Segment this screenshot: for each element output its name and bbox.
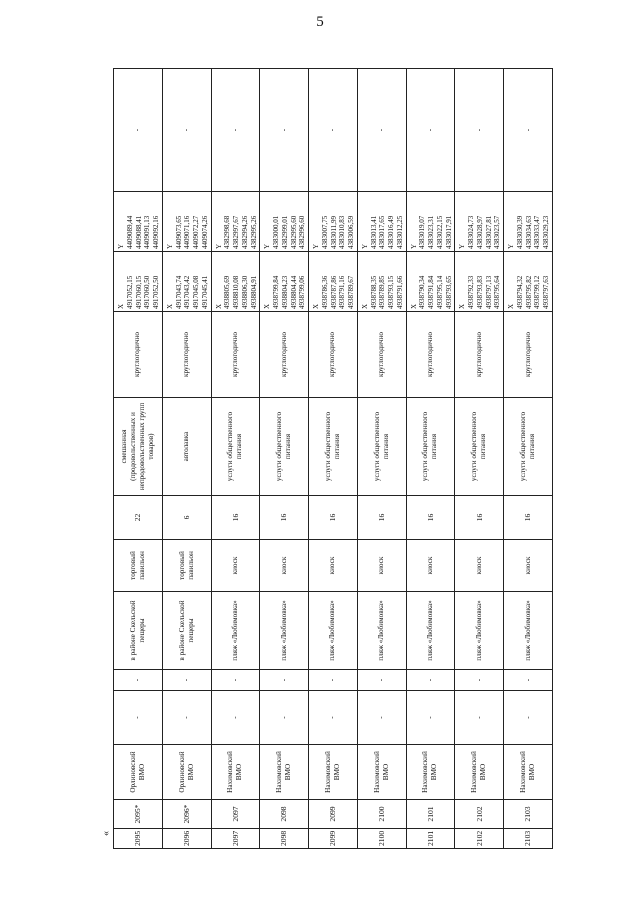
empty-column-cell: - bbox=[162, 670, 211, 691]
y-coordinates-cell: Y 4409073,65 4409071,16 4409072,27 4409074,26 bbox=[162, 192, 211, 252]
table-row bbox=[162, 69, 211, 849]
district-cell: Орлиновский ВМО bbox=[114, 745, 163, 800]
object-id-cell: 2101 bbox=[406, 800, 455, 829]
rotated-table-container bbox=[113, 69, 553, 849]
table-row bbox=[309, 69, 358, 849]
location-cell: пляж «Любимовка» bbox=[406, 592, 455, 670]
row-number-cell: 2096 bbox=[162, 829, 211, 849]
specialization-cell: услуги общественного питания bbox=[357, 398, 406, 496]
remarks-cell: - bbox=[504, 69, 553, 192]
x-coordinates-cell: X 4938805,69 4938810,08 4938806,30 4938804,91 bbox=[211, 252, 260, 312]
empty-column-cell: - bbox=[114, 691, 163, 745]
object-type-cell: торговый павильон bbox=[162, 540, 211, 592]
location-cell: пляж «Любимовка» bbox=[504, 592, 553, 670]
period-cell: круглогодично bbox=[455, 312, 504, 398]
remarks-cell: - bbox=[309, 69, 358, 192]
row-number-cell: 2101 bbox=[406, 829, 455, 849]
empty-column-cell: - bbox=[504, 670, 553, 691]
district-cell: Нахимовский ВМО bbox=[504, 745, 553, 800]
x-coordinates-cell: X 4938792,33 4938793,83 4938797,13 4938795,64 bbox=[455, 252, 504, 312]
period-cell: круглогодично bbox=[504, 312, 553, 398]
specialization-cell: автолавка bbox=[162, 398, 211, 496]
empty-column-cell: - bbox=[504, 691, 553, 745]
empty-column-cell: - bbox=[260, 670, 309, 691]
x-coordinates-cell: X 4938788,35 4938789,85 4938793,15 4938791,66 bbox=[357, 252, 406, 312]
specialization-cell: услуги общественного питания bbox=[211, 398, 260, 496]
table-row bbox=[406, 69, 455, 849]
period-cell: круглогодично bbox=[211, 312, 260, 398]
row-number-cell: 2097 bbox=[211, 829, 260, 849]
district-cell: Нахимовский ВМО bbox=[406, 745, 455, 800]
period-cell: круглогодично bbox=[162, 312, 211, 398]
y-coordinates-cell: Y 4383007,75 4383011,99 4383010,83 4383006,59 bbox=[309, 192, 358, 252]
remarks-cell: - bbox=[406, 69, 455, 192]
row-number-cell: 2095 bbox=[114, 829, 163, 849]
period-cell: круглогодично bbox=[114, 312, 163, 398]
period-cell: круглогодично bbox=[309, 312, 358, 398]
x-coordinates-cell: X 4917043,74 4917043,42 4917045,08 4917045,41 bbox=[162, 252, 211, 312]
district-cell: Нахимовский ВМО bbox=[309, 745, 358, 800]
empty-column-cell: - bbox=[357, 691, 406, 745]
specialization-cell: смешанная (продовольственных и непродовольственных групп товаров) bbox=[114, 398, 163, 496]
row-number-cell: 2099 bbox=[309, 829, 358, 849]
period-cell: круглогодично bbox=[406, 312, 455, 398]
x-coordinates-cell: X 4938794,32 4938795,82 4938799,12 4938797,63 bbox=[504, 252, 553, 312]
area-cell: 16 bbox=[455, 496, 504, 540]
period-cell: круглогодично bbox=[260, 312, 309, 398]
area-cell: 6 bbox=[162, 496, 211, 540]
empty-column-cell: - bbox=[260, 691, 309, 745]
object-type-cell: киоск bbox=[406, 540, 455, 592]
area-cell: 16 bbox=[357, 496, 406, 540]
x-coordinates-cell: X 4938786,36 4938787,86 4938791,16 4938789,67 bbox=[309, 252, 358, 312]
area-cell: 16 bbox=[211, 496, 260, 540]
object-id-cell: 2099 bbox=[309, 800, 358, 829]
y-coordinates-cell: Y 4383000,01 4382999,01 4382995,60 4382996,60 bbox=[260, 192, 309, 252]
empty-column-cell: - bbox=[455, 691, 504, 745]
empty-column-cell: - bbox=[309, 670, 358, 691]
object-type-cell: киоск bbox=[211, 540, 260, 592]
y-coordinates-cell: Y 4409089,44 4409088,41 4409091,13 4409092,16 bbox=[114, 192, 163, 252]
side-mark: « bbox=[101, 831, 112, 836]
object-id-cell: 2095* bbox=[114, 800, 163, 829]
empty-column-cell: - bbox=[406, 691, 455, 745]
empty-column-cell: - bbox=[406, 670, 455, 691]
district-cell: Нахимовский ВМО bbox=[357, 745, 406, 800]
empty-column-cell: - bbox=[162, 691, 211, 745]
district-cell: Нахимовский ВМО bbox=[455, 745, 504, 800]
location-cell: пляж «Любимовка» bbox=[357, 592, 406, 670]
y-coordinates-cell: Y 4383030,39 4383034,63 4383033,47 4383029,23 bbox=[504, 192, 553, 252]
placement-table bbox=[113, 68, 553, 849]
location-cell: в районе Скельской пещеры bbox=[162, 592, 211, 670]
object-id-cell: 2100 bbox=[357, 800, 406, 829]
district-cell: Нахимовский ВМО bbox=[260, 745, 309, 800]
empty-column-cell: - bbox=[357, 670, 406, 691]
object-type-cell: киоск bbox=[357, 540, 406, 592]
row-number-cell: 2102 bbox=[455, 829, 504, 849]
y-coordinates-cell: Y 4383013,41 4383017,65 4383016,49 4383012,25 bbox=[357, 192, 406, 252]
area-cell: 16 bbox=[260, 496, 309, 540]
empty-column-cell: - bbox=[211, 691, 260, 745]
object-id-cell: 2102 bbox=[455, 800, 504, 829]
object-id-cell: 2103 bbox=[504, 800, 553, 829]
table-row bbox=[114, 69, 163, 849]
specialization-cell: услуги общественного питания bbox=[406, 398, 455, 496]
object-type-cell: киоск bbox=[504, 540, 553, 592]
page-number: 5 bbox=[316, 14, 324, 30]
object-type-cell: торговый павильон bbox=[114, 540, 163, 592]
specialization-cell: услуги общественного питания bbox=[455, 398, 504, 496]
specialization-cell: услуги общественного питания bbox=[260, 398, 309, 496]
period-cell: круглогодично bbox=[357, 312, 406, 398]
y-coordinates-cell: Y 4382998,68 4382997,67 4382994,26 4382995,26 bbox=[211, 192, 260, 252]
area-cell: 22 bbox=[114, 496, 163, 540]
remarks-cell: - bbox=[211, 69, 260, 192]
area-cell: 16 bbox=[406, 496, 455, 540]
specialization-cell: услуги общественного питания bbox=[309, 398, 358, 496]
row-number-cell: 2098 bbox=[260, 829, 309, 849]
table-row bbox=[211, 69, 260, 849]
location-cell: пляж «Любимовка» bbox=[260, 592, 309, 670]
remarks-cell: - bbox=[455, 69, 504, 192]
empty-column-cell: - bbox=[211, 670, 260, 691]
table-row bbox=[260, 69, 309, 849]
row-number-cell: 2100 bbox=[357, 829, 406, 849]
location-cell: пляж «Любимовка» bbox=[211, 592, 260, 670]
empty-column-cell: - bbox=[114, 670, 163, 691]
table-row bbox=[455, 69, 504, 849]
remarks-cell: - bbox=[162, 69, 211, 192]
table-row bbox=[504, 69, 553, 849]
remarks-cell: - bbox=[357, 69, 406, 192]
object-id-cell: 2097 bbox=[211, 800, 260, 829]
district-cell: Нахимовский ВМО bbox=[211, 745, 260, 800]
table-row bbox=[357, 69, 406, 849]
object-type-cell: киоск bbox=[455, 540, 504, 592]
remarks-cell: - bbox=[114, 69, 163, 192]
area-cell: 16 bbox=[504, 496, 553, 540]
location-cell: пляж «Любимовка» bbox=[309, 592, 358, 670]
y-coordinates-cell: Y 4383024,73 4383028,97 4383027,81 4383023,57 bbox=[455, 192, 504, 252]
remarks-cell: - bbox=[260, 69, 309, 192]
empty-column-cell: - bbox=[309, 691, 358, 745]
object-id-cell: 2098 bbox=[260, 800, 309, 829]
empty-column-cell: - bbox=[455, 670, 504, 691]
object-id-cell: 2096* bbox=[162, 800, 211, 829]
object-type-cell: киоск bbox=[260, 540, 309, 592]
area-cell: 16 bbox=[309, 496, 358, 540]
object-type-cell: киоск bbox=[309, 540, 358, 592]
x-coordinates-cell: X 4938799,84 4938804,23 4938804,44 4938799,06 bbox=[260, 252, 309, 312]
location-cell: пляж «Любимовка» bbox=[455, 592, 504, 670]
specialization-cell: услуги общественного питания bbox=[504, 398, 553, 496]
district-cell: Орлиновский ВМО bbox=[162, 745, 211, 800]
x-coordinates-cell: X 4938790,34 4938791,84 4938795,14 4938793,65 bbox=[406, 252, 455, 312]
location-cell: в районе Скельской пещеры bbox=[114, 592, 163, 670]
x-coordinates-cell: X 4917052,15 4917060,15 4917060,50 4917052,50 bbox=[114, 252, 163, 312]
row-number-cell: 2103 bbox=[504, 829, 553, 849]
y-coordinates-cell: Y 4383019,07 4383023,31 4383022,15 4383017,91 bbox=[406, 192, 455, 252]
